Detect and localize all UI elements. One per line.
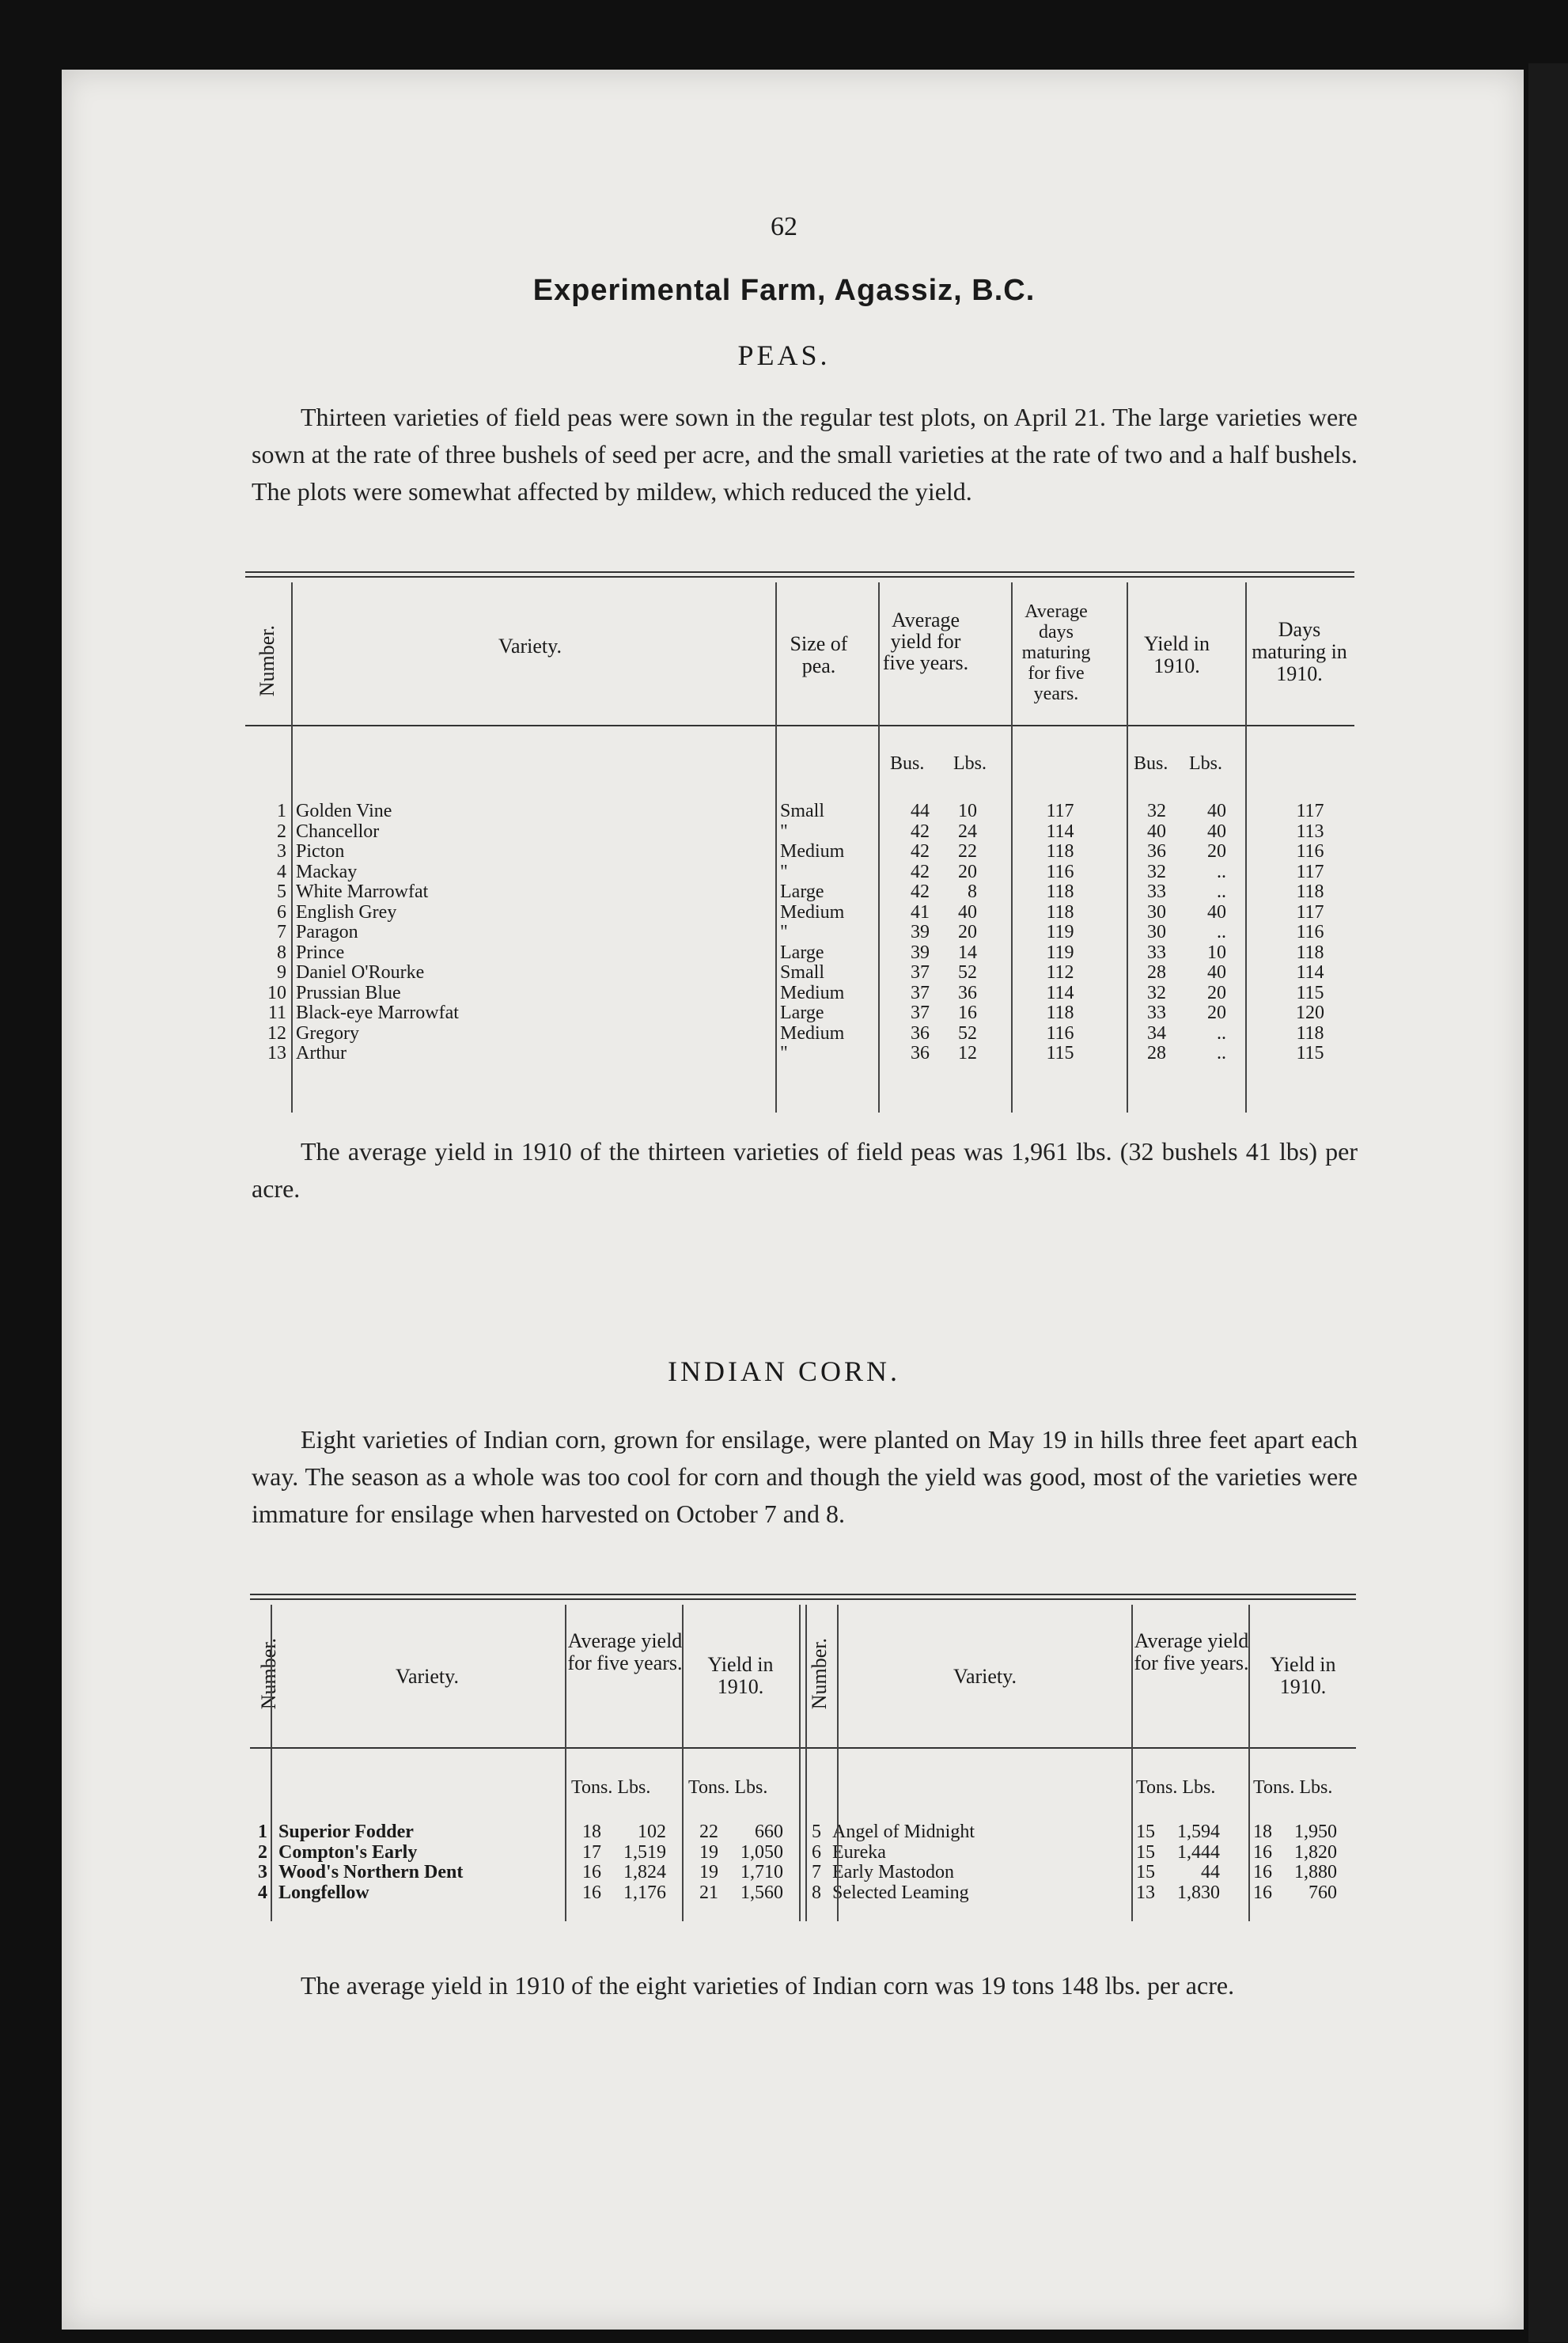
- peas-table-row: [245, 1023, 1354, 1043]
- corn-row-avg-lbs: 1,594: [1177, 1822, 1220, 1842]
- peas-row-days: 117: [1296, 861, 1324, 882]
- corn-header-number-right-cell: [804, 1614, 835, 1733]
- corn-unit-tons: Tons.: [1136, 1777, 1178, 1798]
- peas-row-bus: 32: [1147, 861, 1166, 882]
- corn-header-avg-right: Average yield for five years.: [1134, 1629, 1249, 1674]
- peas-row-size: Medium: [780, 901, 845, 923]
- peas-row-number: 13: [267, 1043, 286, 1063]
- peas-header-avg-days: Average days maturing for five years.: [1021, 601, 1091, 704]
- corn-row-number: 2: [258, 1841, 267, 1863]
- peas-row-lbs: 40: [1207, 801, 1226, 821]
- corn-row-lbs: 1,950: [1294, 1822, 1337, 1842]
- corn-row-lbs: 1,560: [740, 1882, 783, 1903]
- page-number: 62: [771, 212, 797, 241]
- corn-unit-lbs: Lbs.: [734, 1777, 768, 1798]
- peas-table-row: [245, 801, 1354, 821]
- corn-row-variety: Selected Leaming: [832, 1882, 969, 1903]
- corn-unit-lbs: Lbs.: [617, 1777, 651, 1798]
- corn-row-avg-lbs: 1,176: [623, 1882, 666, 1903]
- peas-row-bus: 32: [1147, 982, 1166, 1003]
- corn-row-variety: Angel of Midnight: [832, 1822, 975, 1842]
- peas-row-avg-lbs: 12: [958, 1043, 977, 1063]
- peas-intro: Thirteen varieties of field peas were sown in the regular test plots, on April 21. The large varieties were sown at the rate of three bushels of seed per acre, and the small varieties at the rate of two and a half bushels. The plots were somewhat affected by mildew, which reduced the yield.: [252, 403, 1358, 506]
- corn-vline-8: [1248, 1605, 1250, 1921]
- peas-row-days: 116: [1296, 922, 1324, 942]
- corn-intro: Eight varieties of Indian corn, grown for ensilage, were planted on May 19 in hills three feet apart each way. The season as a whole was too cool for corn and though the yield was good, most of the varieties were immature for ensilage when harvested on October 7 and 8.: [252, 1425, 1358, 1528]
- peas-vline-6: [1245, 582, 1247, 1113]
- peas-table-row: [245, 902, 1354, 922]
- peas-header-number: Number.: [256, 624, 278, 697]
- peas-row-bus: 28: [1147, 962, 1166, 983]
- peas-row-avg-lbs: 20: [958, 922, 977, 942]
- corn-vline-3: [682, 1605, 684, 1921]
- peas-row-lbs: 20: [1207, 841, 1226, 862]
- peas-row-avg-lbs: 52: [958, 962, 977, 983]
- corn-row-number: 8: [812, 1882, 821, 1903]
- corn-row-tons: 16: [1253, 1862, 1272, 1882]
- peas-row-avg-lbs: 8: [968, 881, 977, 902]
- corn-unit-tons: Tons.: [1253, 1777, 1295, 1798]
- peas-row-size: Medium: [780, 982, 845, 1003]
- peas-row-size: Large: [780, 881, 824, 902]
- peas-row-avg-bus: 37: [911, 962, 930, 983]
- peas-row-avg-lbs: 40: [958, 901, 977, 923]
- corn-table-top-rule: [250, 1594, 1356, 1595]
- corn-title: INDIAN CORN.: [668, 1355, 900, 1387]
- peas-row-avg-bus: 36: [911, 1022, 930, 1044]
- peas-row-avg-days: 118: [1046, 901, 1074, 923]
- peas-row-days: 113: [1296, 821, 1324, 842]
- corn-row-number: 6: [812, 1841, 821, 1863]
- corn-row-lbs: 660: [755, 1822, 783, 1842]
- peas-row-lbs: ..: [1217, 881, 1226, 902]
- corn-header-variety-right: Variety.: [953, 1665, 1017, 1688]
- corn-row-tons: 22: [699, 1822, 718, 1842]
- corn-row-avg-tons: 15: [1136, 1862, 1155, 1882]
- peas-vline-4: [1011, 582, 1013, 1113]
- corn-summary: The average yield in 1910 of the eight varieties of Indian corn was 19 tons 148 lbs. per acre.: [301, 1971, 1235, 2000]
- peas-row-number: 6: [277, 901, 286, 923]
- corn-row-variety: Compton's Early: [278, 1841, 418, 1863]
- peas-row-avg-days: 116: [1046, 1022, 1074, 1044]
- corn-header-avg-left: Average yield for five years.: [567, 1629, 683, 1674]
- peas-row-avg-lbs: 14: [958, 942, 977, 963]
- corn-header-yield-left: Yield in 1910.: [707, 1653, 774, 1698]
- peas-row-variety: English Grey: [296, 901, 397, 923]
- corn-header-variety-left: Variety.: [396, 1665, 459, 1688]
- peas-row-lbs: 40: [1207, 821, 1226, 842]
- corn-row-number: 7: [812, 1862, 821, 1882]
- corn-unit-tons: Tons.: [571, 1777, 613, 1798]
- peas-vline-1: [291, 582, 293, 1113]
- peas-row-number: 5: [277, 881, 286, 902]
- peas-table-row: [245, 862, 1354, 881]
- corn-row-variety: Eureka: [832, 1841, 886, 1863]
- peas-row-variety: Black-eye Marrowfat: [296, 1003, 459, 1023]
- peas-summary: The average yield in 1910 of the thirteen varieties of field peas was 1,961 lbs. (32 bushels 41 lbs) per acre.: [252, 1137, 1358, 1203]
- corn-row-avg-lbs: 44: [1201, 1862, 1220, 1882]
- corn-row-avg-lbs: 1,519: [623, 1841, 666, 1863]
- peas-row-variety: Prince: [296, 942, 345, 963]
- corn-row-avg-tons: 15: [1136, 1841, 1155, 1863]
- peas-row-lbs: ..: [1217, 922, 1226, 942]
- peas-header-bottom-rule: [245, 725, 1354, 726]
- corn-row-tons: 16: [1253, 1882, 1272, 1903]
- corn-table-row: [250, 1882, 804, 1902]
- peas-row-number: 2: [277, 821, 286, 842]
- peas-row-avg-days: 118: [1046, 1003, 1074, 1023]
- corn-row-lbs: 1,880: [1294, 1862, 1337, 1882]
- peas-row-avg-bus: 39: [911, 942, 930, 963]
- corn-row-avg-lbs: 102: [638, 1822, 666, 1842]
- corn-table-row: [804, 1862, 1358, 1882]
- peas-row-size: Medium: [780, 841, 845, 862]
- peas-row-bus: 30: [1147, 922, 1166, 942]
- peas-row-bus: 40: [1147, 821, 1166, 842]
- peas-row-lbs: 40: [1207, 901, 1226, 923]
- peas-row-bus: 33: [1147, 881, 1166, 902]
- peas-row-size: Medium: [780, 1022, 845, 1044]
- corn-row-avg-tons: 17: [582, 1841, 601, 1863]
- corn-header-yield-right: Yield in 1910.: [1270, 1653, 1336, 1698]
- corn-vline-1: [271, 1605, 272, 1921]
- peas-row-avg-bus: 42: [911, 821, 930, 842]
- peas-row-variety: Gregory: [296, 1022, 359, 1044]
- corn-vline-4: [799, 1605, 801, 1921]
- peas-row-lbs: 20: [1207, 1003, 1226, 1023]
- peas-row-lbs: 40: [1207, 962, 1226, 983]
- peas-row-bus: 36: [1147, 841, 1166, 862]
- corn-row-avg-tons: 16: [582, 1862, 601, 1882]
- corn-row-number: 1: [258, 1822, 267, 1842]
- peas-row-lbs: ..: [1217, 861, 1226, 882]
- peas-row-size: Large: [780, 942, 824, 963]
- corn-vline-5: [805, 1605, 807, 1921]
- peas-unit-avg-bus: Bus.: [890, 753, 925, 774]
- peas-header-variety: Variety.: [498, 635, 562, 658]
- peas-row-avg-bus: 42: [911, 861, 930, 882]
- corn-unit-avg-left: [571, 1777, 650, 1799]
- peas-row-avg-days: 119: [1046, 942, 1074, 963]
- peas-row-avg-bus: 36: [911, 1043, 930, 1063]
- peas-row-avg-days: 119: [1046, 922, 1074, 942]
- peas-row-days: 118: [1296, 1022, 1324, 1044]
- peas-row-avg-lbs: 22: [958, 841, 977, 862]
- peas-row-bus: 33: [1147, 1003, 1166, 1023]
- peas-table-row: [245, 922, 1354, 942]
- corn-row-tons: 19: [699, 1841, 718, 1863]
- peas-row-avg-bus: 42: [911, 881, 930, 902]
- peas-row-variety: Golden Vine: [296, 801, 392, 821]
- peas-row-avg-bus: 37: [911, 982, 930, 1003]
- peas-row-days: 115: [1296, 1043, 1324, 1063]
- corn-row-tons: 19: [699, 1862, 718, 1882]
- peas-row-avg-days: 114: [1046, 821, 1074, 842]
- corn-header-number-left: Number.: [257, 1637, 280, 1710]
- peas-vline-5: [1127, 582, 1128, 1113]
- peas-header-avg-yield: Average yield for five years.: [882, 608, 969, 674]
- corn-table-row: [250, 1842, 804, 1862]
- corn-row-number: 5: [812, 1822, 821, 1842]
- corn-unit-lbs: Lbs.: [1182, 1777, 1216, 1798]
- peas-row-avg-lbs: 36: [958, 982, 977, 1003]
- peas-row-bus: 33: [1147, 942, 1166, 963]
- peas-row-variety: Arthur: [296, 1043, 347, 1063]
- peas-row-days: 114: [1296, 962, 1324, 983]
- corn-row-variety: Wood's Northern Dent: [278, 1862, 464, 1882]
- peas-table-top-rule: [245, 571, 1354, 573]
- peas-row-size: ": [780, 922, 788, 942]
- peas-row-number: 8: [277, 942, 286, 963]
- peas-row-avg-days: 117: [1046, 801, 1074, 821]
- peas-header-days-1910: Days maturing in 1910.: [1252, 618, 1347, 685]
- corn-row-tons: 16: [1253, 1841, 1272, 1863]
- peas-row-variety: Picton: [296, 841, 345, 862]
- peas-row-avg-bus: 42: [911, 841, 930, 862]
- corn-vline-2: [565, 1605, 566, 1921]
- peas-row-bus: 34: [1147, 1022, 1166, 1044]
- peas-row-avg-bus: 39: [911, 922, 930, 942]
- corn-unit-tons: Tons.: [688, 1777, 730, 1798]
- corn-header-number-left-cell: [250, 1614, 288, 1733]
- peas-row-size: Small: [780, 962, 825, 983]
- peas-row-days: 117: [1296, 801, 1324, 821]
- peas-row-variety: Prussian Blue: [296, 982, 401, 1003]
- peas-row-avg-days: 112: [1046, 962, 1074, 983]
- peas-row-number: 9: [277, 962, 286, 983]
- corn-unit-avg-right: [1136, 1777, 1215, 1799]
- peas-row-variety: Daniel O'Rourke: [296, 962, 425, 983]
- peas-row-size: Small: [780, 801, 825, 821]
- peas-row-avg-lbs: 10: [958, 801, 977, 821]
- corn-unit-yield-left: [688, 1777, 767, 1799]
- corn-table-row: [804, 1842, 1358, 1862]
- peas-row-days: 118: [1296, 881, 1324, 902]
- peas-table-row: [245, 821, 1354, 841]
- corn-table-row: [804, 1882, 1358, 1902]
- peas-row-avg-lbs: 52: [958, 1022, 977, 1044]
- corn-row-tons: 21: [699, 1882, 718, 1903]
- corn-table-row: [250, 1862, 804, 1882]
- peas-table-row: [245, 942, 1354, 962]
- peas-row-variety: White Marrowfat: [296, 881, 429, 902]
- corn-row-avg-tons: 13: [1136, 1882, 1155, 1903]
- corn-row-lbs: 1,820: [1294, 1841, 1337, 1863]
- peas-row-number: 3: [277, 841, 286, 862]
- peas-row-size: ": [780, 821, 788, 842]
- corn-row-variety: Early Mastodon: [832, 1862, 954, 1882]
- corn-row-avg-tons: 16: [582, 1882, 601, 1903]
- peas-row-number: 4: [277, 861, 286, 882]
- peas-row-size: Large: [780, 1003, 824, 1023]
- peas-row-avg-bus: 44: [911, 801, 930, 821]
- corn-row-variety: Superior Fodder: [278, 1822, 414, 1842]
- peas-row-number: 11: [267, 1003, 286, 1023]
- peas-row-bus: 30: [1147, 901, 1166, 923]
- peas-table-row: [245, 1003, 1354, 1022]
- peas-table-header: [245, 586, 1354, 728]
- peas-row-avg-days: 114: [1046, 982, 1074, 1003]
- corn-table-row: [250, 1822, 804, 1841]
- corn-row-lbs: 1,710: [740, 1862, 783, 1882]
- corn-row-avg-tons: 15: [1136, 1822, 1155, 1842]
- peas-table-row: [245, 983, 1354, 1003]
- corn-row-number: 3: [258, 1862, 267, 1882]
- corn-table-top-rule-2: [250, 1598, 1356, 1600]
- peas-row-avg-days: 116: [1046, 861, 1074, 882]
- peas-vline-2: [775, 582, 777, 1113]
- corn-header-bottom-rule: [250, 1747, 1356, 1749]
- corn-vline-6: [837, 1605, 839, 1921]
- peas-row-bus: 28: [1147, 1043, 1166, 1063]
- peas-header-yield-1910: Yield in 1910.: [1143, 632, 1210, 677]
- peas-row-bus: 32: [1147, 801, 1166, 821]
- peas-row-avg-bus: 41: [911, 901, 930, 923]
- corn-row-tons: 18: [1253, 1822, 1272, 1842]
- corn-row-avg-tons: 18: [582, 1822, 601, 1842]
- peas-row-avg-days: 118: [1046, 841, 1074, 862]
- peas-table-row: [245, 1043, 1354, 1063]
- peas-row-size: ": [780, 861, 788, 882]
- peas-row-number: 12: [267, 1022, 286, 1044]
- peas-row-days: 115: [1296, 982, 1324, 1003]
- peas-vline-3: [878, 582, 880, 1113]
- peas-title: PEAS.: [737, 339, 831, 371]
- peas-row-size: ": [780, 1043, 788, 1063]
- peas-row-days: 117: [1296, 901, 1324, 923]
- page-edge-shadow: [1528, 63, 1568, 2342]
- corn-row-number: 4: [258, 1882, 267, 1903]
- corn-header-number-right: Number.: [808, 1637, 831, 1710]
- page-heading: Experimental Farm, Agassiz, B.C.: [532, 274, 1036, 307]
- peas-row-lbs: 20: [1207, 982, 1226, 1003]
- corn-row-avg-lbs: 1,830: [1177, 1882, 1220, 1903]
- corn-row-avg-lbs: 1,824: [623, 1862, 666, 1882]
- peas-unit-avg-lbs: Lbs.: [953, 753, 987, 774]
- peas-row-lbs: 10: [1207, 942, 1226, 963]
- peas-row-avg-lbs: 24: [958, 821, 977, 842]
- peas-row-days: 120: [1296, 1003, 1324, 1023]
- peas-row-number: 1: [277, 801, 286, 821]
- peas-row-days: 116: [1296, 841, 1324, 862]
- corn-unit-lbs: Lbs.: [1299, 1777, 1333, 1798]
- peas-row-lbs: ..: [1217, 1043, 1226, 1063]
- peas-row-avg-lbs: 16: [958, 1003, 977, 1023]
- corn-row-avg-lbs: 1,444: [1177, 1841, 1220, 1863]
- corn-row-variety: Longfellow: [278, 1882, 369, 1903]
- peas-table-row: [245, 881, 1354, 901]
- peas-row-lbs: ..: [1217, 1022, 1226, 1044]
- peas-row-days: 118: [1296, 942, 1324, 963]
- peas-row-number: 10: [267, 982, 286, 1003]
- corn-table-row: [804, 1822, 1358, 1841]
- peas-row-avg-days: 115: [1046, 1043, 1074, 1063]
- peas-row-variety: Chancellor: [296, 821, 380, 842]
- peas-unit-bus: Bus.: [1134, 753, 1168, 774]
- peas-table-row: [245, 962, 1354, 982]
- corn-row-lbs: 1,050: [740, 1841, 783, 1863]
- peas-unit-lbs: Lbs.: [1189, 753, 1222, 774]
- peas-row-avg-bus: 37: [911, 1003, 930, 1023]
- peas-table-row: [245, 841, 1354, 861]
- corn-row-lbs: 760: [1309, 1882, 1337, 1903]
- peas-row-avg-days: 118: [1046, 881, 1074, 902]
- peas-header-size: Size of pea.: [790, 632, 848, 677]
- peas-table-top-rule-2: [245, 576, 1354, 578]
- peas-row-variety: Paragon: [296, 922, 358, 942]
- peas-row-number: 7: [277, 922, 286, 942]
- corn-vline-7: [1131, 1605, 1133, 1921]
- peas-row-variety: Mackay: [296, 861, 358, 882]
- corn-unit-yield-right: [1253, 1777, 1332, 1799]
- peas-row-avg-lbs: 20: [958, 861, 977, 882]
